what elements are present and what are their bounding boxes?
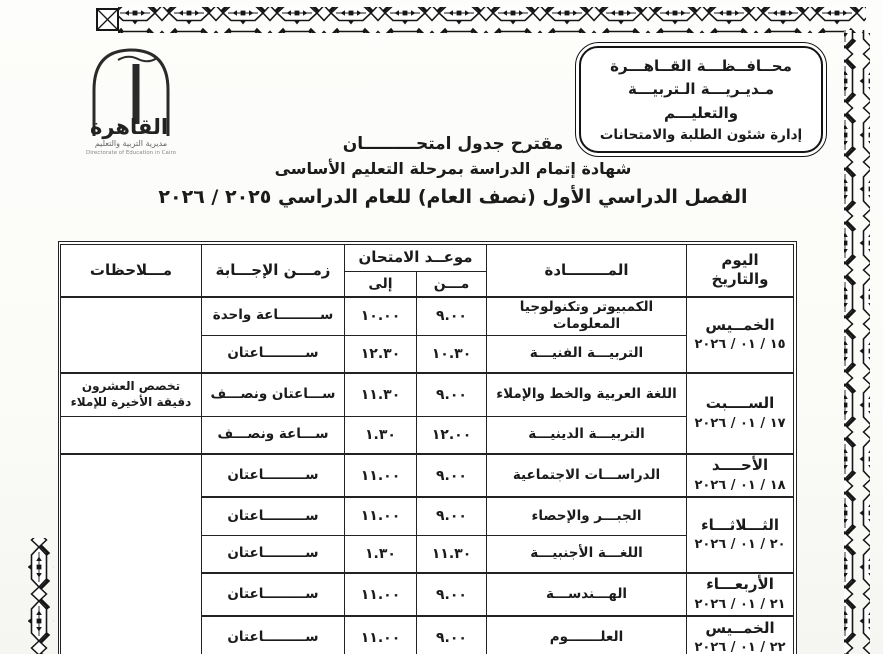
time-to-cell: ١١.٠٠	[344, 454, 416, 497]
exam-schedule-table	[60, 244, 794, 654]
right-border-ornament	[844, 30, 870, 654]
table-row	[60, 297, 793, 336]
table-row	[60, 454, 793, 497]
exam-table-wrapper	[58, 241, 797, 654]
governorate-name: محــافــظـــة القــاهـــرة	[610, 57, 792, 75]
logo-banner-icon	[118, 57, 157, 62]
time-to-cell: ١١.٠٠	[344, 497, 416, 535]
title-certificate: شهادة إتمام الدراسة بمرحلة التعليم الأساسى	[274, 158, 632, 178]
notes-cell	[60, 454, 201, 654]
subject-cell: العلـــــــوم	[487, 616, 687, 654]
notes-cell: تخصص العشرون دقيقة الأخيرة للإملاء	[60, 373, 201, 416]
header-exam-time: موعــد الامتحان	[344, 245, 486, 272]
day-cell	[687, 616, 794, 654]
time-from-cell: ٩.٠٠	[417, 497, 487, 535]
day-cell	[687, 454, 794, 497]
time-to-cell: ١٢.٣٠	[344, 335, 416, 373]
border-corner-box	[97, 9, 118, 30]
duration-cell: ســـــــــاعة واحدة	[201, 297, 344, 336]
day-name: الثـــلاثـــاء	[701, 515, 779, 534]
time-to-cell: ١.٣٠	[344, 535, 416, 573]
day-date: ٢١ / ٠١ / ٢٠٢٦	[694, 596, 786, 612]
logo-caption-arabic: مديرية التربية والتعليم	[94, 139, 168, 148]
time-from-cell: ٩.٠٠	[417, 616, 487, 654]
table-row	[60, 416, 793, 454]
header-time-from: مـــن	[417, 272, 487, 297]
day-name: الســــبت	[705, 394, 775, 413]
subject-cell: اللغة العربية والخط والإملاء	[487, 373, 687, 416]
day-name: الأربعـــاء	[706, 575, 774, 594]
directorate-name: مـديـريـــة الـتربيـــة والتعليـــم	[627, 80, 775, 122]
time-from-cell: ١١.٣٠	[417, 535, 487, 573]
duration-cell: ســـاعتان ونصـــف	[201, 373, 344, 416]
day-cell	[687, 297, 794, 374]
table-row	[60, 373, 793, 416]
time-from-cell: ٩.٠٠	[417, 297, 487, 336]
logo-caption-english: Directorate of Education in Cairo	[86, 150, 176, 156]
day-cell	[687, 497, 794, 573]
subject-cell: الكمبيوتر وتكنولوجيا المعلومات	[487, 297, 687, 336]
day-name: الأحــــد	[711, 456, 769, 475]
subject-cell: التربيـــة الفنيـــة	[487, 335, 687, 373]
time-from-cell: ٩.٠٠	[417, 454, 487, 497]
header-day-date: اليوم والتاريخ	[687, 245, 794, 297]
duration-cell: ســـاعة ونصـــف	[201, 416, 344, 454]
time-to-cell: ١١.٣٠	[344, 373, 416, 416]
duration-cell: ســـــــــاعتان	[201, 335, 344, 373]
duration-cell: ســـــــــاعتان	[201, 573, 344, 616]
time-to-cell: ١١.٠٠	[344, 616, 416, 654]
day-date: ٢٠ / ٠١ / ٢٠٢٦	[694, 537, 786, 553]
time-to-cell: ١.٣٠	[344, 416, 416, 454]
subject-cell: اللغـــة الأجنبيـــة	[487, 535, 687, 573]
day-date: ١٧ / ٠١ / ٢٠٢٦	[694, 415, 786, 431]
day-cell	[687, 573, 794, 616]
duration-cell: ســـــــــاعتان	[201, 535, 344, 573]
day-date: ١٨ / ٠١ / ٢٠٢٦	[694, 477, 786, 493]
notes-cell	[60, 416, 201, 454]
time-to-cell: ١١.٠٠	[344, 573, 416, 616]
day-date: ١٥ / ٠١ / ٢٠٢٦	[694, 337, 786, 353]
subject-cell: الدراســـات الاجتماعية	[487, 454, 687, 497]
administration-name: إدارة شئون الطلبة والامتحانات	[599, 126, 803, 143]
top-border-ornament	[118, 7, 866, 33]
notes-cell	[60, 297, 201, 374]
time-from-cell: ١٢.٠٠	[417, 416, 487, 454]
duration-cell: ســـــــــاعتان	[201, 497, 344, 535]
day-name: الخمــيس	[705, 315, 775, 334]
subject-cell: التربيـــة الدينيـــة	[487, 416, 687, 454]
table-header-row	[60, 245, 793, 272]
header-subject: المــــــــادة	[487, 245, 687, 297]
header-notes: مـــلاحظات	[60, 245, 201, 297]
day-name: الخمــيس	[705, 618, 775, 637]
document-title-block	[143, 132, 763, 211]
logo-city-name: القاهرة	[89, 115, 169, 139]
header-time-to: إلى	[344, 272, 416, 297]
time-from-cell: ٩.٠٠	[417, 373, 487, 416]
subject-cell: الهـــندســـة	[487, 573, 687, 616]
title-proposed-schedule: مقترح جدول امتحـــــــــان	[342, 134, 564, 154]
left-border-ornament	[28, 538, 54, 654]
title-semester-year: الفصل الدراسي الأول (نصف العام) للعام الدراسي ٢٠٢٥ / ٢٠٢٦	[158, 185, 748, 208]
day-cell	[687, 373, 794, 454]
time-to-cell: ١٠.٠٠	[344, 297, 416, 336]
duration-cell: ســـــــــاعتان	[201, 454, 344, 497]
day-date: ٢٢ / ٠١ / ٢٠٢٦	[694, 640, 786, 654]
header-duration: زمـــن الإجـــابة	[201, 245, 344, 297]
time-from-cell: ٩.٠٠	[417, 573, 487, 616]
duration-cell: ســـــــــاعتان	[201, 616, 344, 654]
subject-cell: الجبـــر والإحصاء	[487, 497, 687, 535]
time-from-cell: ١٠.٣٠	[417, 335, 487, 373]
